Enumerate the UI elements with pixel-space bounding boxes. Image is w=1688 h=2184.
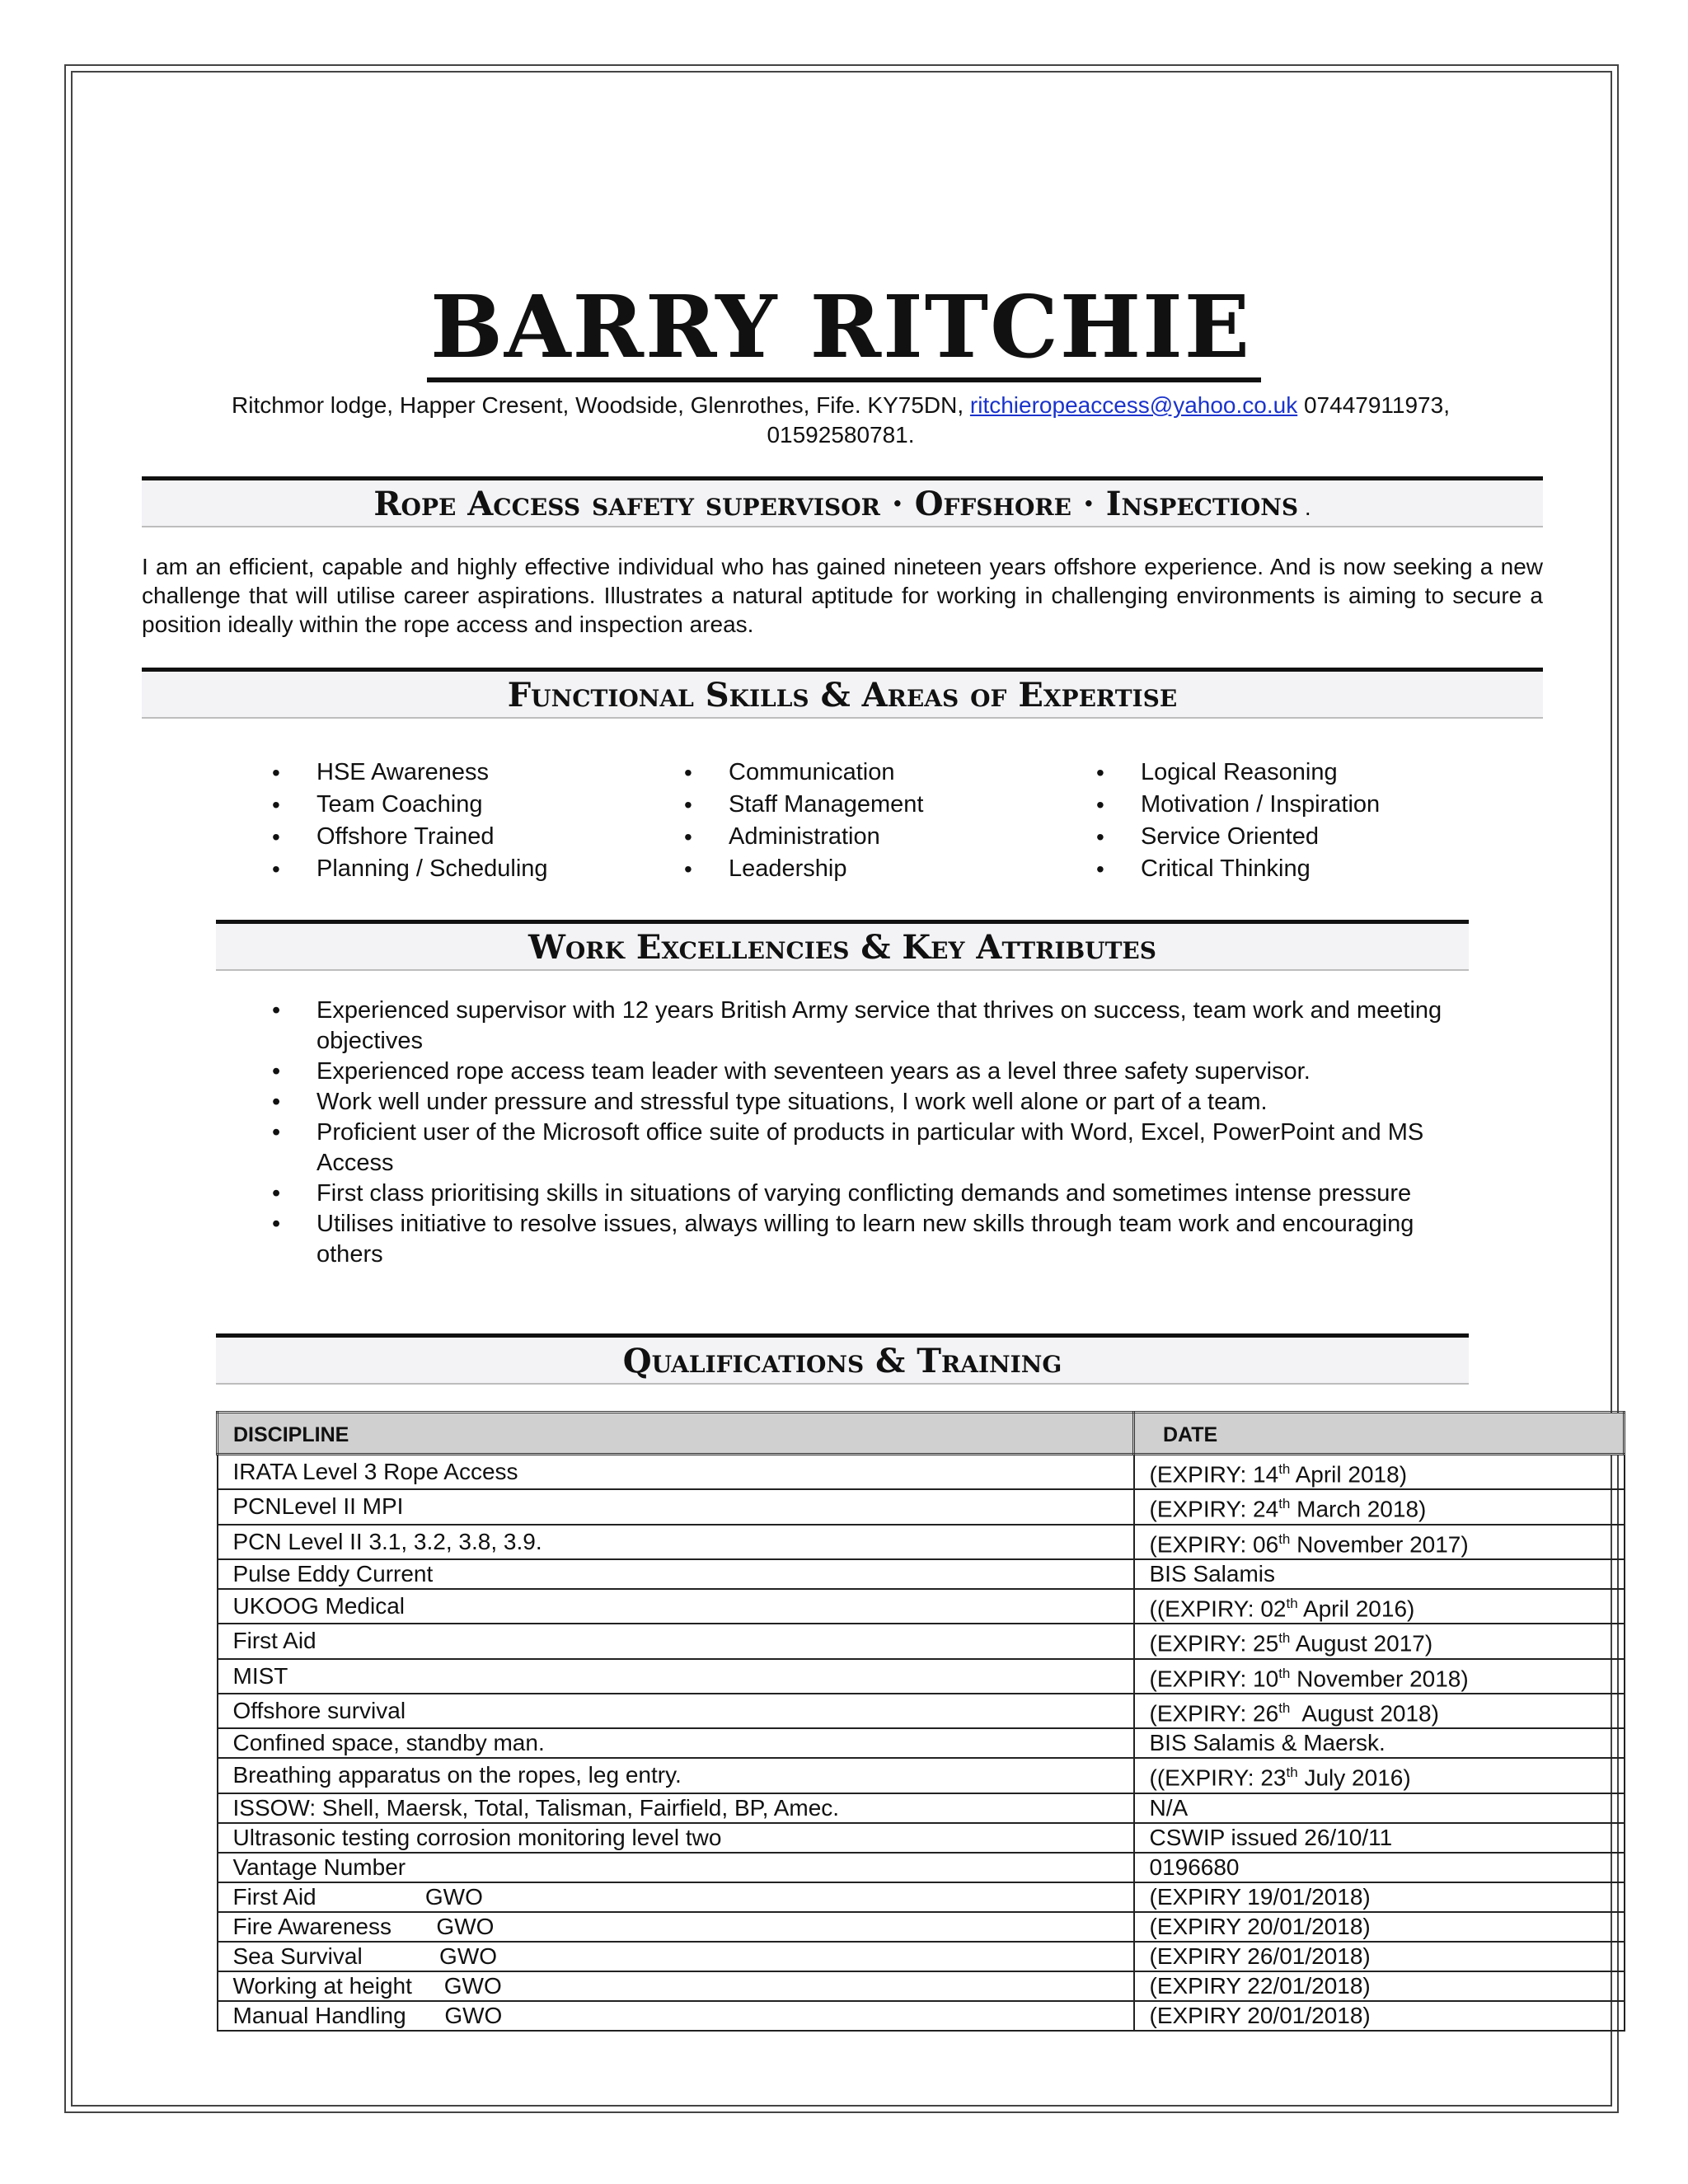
date-text: (EXPIRY 19/01/2018) <box>1149 1883 1371 1910</box>
attributes-heading: Work Excellencies & Key Attributes <box>216 920 1469 971</box>
discipline-cell: PCN Level II 3.1, 3.2, 3.8, 3.9. <box>218 1525 1134 1559</box>
table-row <box>218 1659 1625 1694</box>
list-item: • Staff Management <box>684 789 1096 821</box>
discipline-cell: IRATA Level 3 Rope Access <box>218 1455 1134 1490</box>
date-text-rest: August 2017) <box>1290 1630 1433 1657</box>
date-text-rest: July 2016) <box>1297 1765 1411 1791</box>
list-item: • Utilises initiative to resolve issues, always willing to learn new skills through team work and encouraging others <box>272 1209 1467 1270</box>
date-text: ((EXPIRY: 02 <box>1149 1596 1287 1622</box>
table-row <box>218 1758 1625 1793</box>
contact-details <box>173 391 1508 450</box>
list-item: • Planning / Scheduling <box>272 853 684 885</box>
attributes-list <box>272 996 1467 1270</box>
date-text-rest: March 2018) <box>1290 1496 1427 1522</box>
list-item: • Proficient user of the Microsoft office suite of products in particular with Word, Excel, PowerPoint and MS Access <box>272 1118 1467 1179</box>
date-cell <box>1134 1525 1625 1559</box>
discipline-cell: Fire Awareness GWO <box>218 1912 1134 1942</box>
discipline-cell: Working at height GWO <box>218 1971 1134 2001</box>
table-row <box>218 1823 1625 1853</box>
date-text: ((EXPIRY: 23 <box>1149 1765 1287 1791</box>
date-ordinal: th <box>1286 1595 1298 1611</box>
table-row <box>218 1455 1625 1490</box>
candidate-name-text: BARRY RITCHIE <box>427 276 1261 382</box>
date-text: (EXPIRY 26/01/2018) <box>1149 1943 1371 1969</box>
date-cell <box>1134 1971 1625 2001</box>
date-text-rest: November 2018) <box>1290 1665 1469 1691</box>
column-header-date: DATE <box>1134 1413 1625 1455</box>
date-cell <box>1134 2001 1625 2031</box>
table-row <box>218 1728 1625 1758</box>
address-text: Ritchmor lodge, Happer Cresent, Woodside, Glenrothes, Fife. KY75DN, <box>232 392 964 418</box>
date-text-rest: April 2018) <box>1290 1461 1408 1488</box>
phone-secondary: 01592580781. <box>767 422 915 448</box>
table-row <box>218 1912 1625 1942</box>
date-text-rest: August 2018) <box>1290 1700 1439 1727</box>
table-row <box>218 1853 1625 1882</box>
list-item: • Leadership <box>684 853 1096 885</box>
list-item: • Offshore Trained <box>272 821 684 853</box>
date-cell <box>1134 1489 1625 1524</box>
table-row <box>218 1489 1625 1524</box>
list-item: • Work well under pressure and stressful type situations, I work well alone or part of a team. <box>272 1087 1467 1118</box>
date-cell <box>1134 1882 1625 1912</box>
candidate-name <box>0 276 1688 377</box>
date-cell <box>1134 1912 1625 1942</box>
list-item: • Communication <box>684 757 1096 789</box>
discipline-cell: Vantage Number <box>218 1853 1134 1882</box>
qualifications-heading: Qualifications & Training <box>216 1333 1469 1385</box>
skills-column-2 <box>684 757 1096 885</box>
date-cell <box>1134 1853 1625 1882</box>
date-ordinal: th <box>1278 1665 1291 1681</box>
date-cell <box>1134 1942 1625 1971</box>
date-text-rest: April 2016) <box>1297 1596 1415 1622</box>
date-text: (EXPIRY: 10 <box>1149 1665 1279 1691</box>
skills-column-1 <box>272 757 684 885</box>
discipline-cell: Offshore survival <box>218 1694 1134 1728</box>
skills-column-3 <box>1096 757 1508 885</box>
date-cell <box>1134 1624 1625 1658</box>
skills-list <box>272 757 1508 885</box>
table-row <box>218 2001 1625 2031</box>
table-row <box>218 1559 1625 1589</box>
date-ordinal: th <box>1278 1630 1291 1647</box>
date-cell <box>1134 1758 1625 1793</box>
date-cell <box>1134 1823 1625 1853</box>
date-text: BIS Salamis <box>1149 1560 1275 1586</box>
date-ordinal: th <box>1278 1496 1291 1512</box>
headline-part-1: Rope Access safety supervisor <box>373 485 880 523</box>
date-cell <box>1134 1659 1625 1694</box>
date-cell <box>1134 1589 1625 1624</box>
discipline-cell: Confined space, standby man. <box>218 1728 1134 1758</box>
table-row <box>218 1942 1625 1971</box>
discipline-cell: Ultrasonic testing corrosion monitoring level two <box>218 1823 1134 1853</box>
list-item: • Service Oriented <box>1096 821 1508 853</box>
headline-banner <box>142 476 1543 527</box>
headline-separator-1: · <box>879 485 915 523</box>
date-text-rest: November 2017) <box>1290 1530 1469 1557</box>
list-item: • Experienced rope access team leader with seventeen years as a level three safety supervisor. <box>272 1057 1467 1087</box>
headline-separator-2: · <box>1071 485 1106 523</box>
list-item: • HSE Awareness <box>272 757 684 789</box>
qualifications-table <box>216 1411 1625 2032</box>
discipline-cell: MIST <box>218 1659 1134 1694</box>
date-cell <box>1134 1559 1625 1589</box>
profile-summary: I am an efficient, capable and highly effective individual who has gained nineteen years offshore experience. And is now seeking a new challenge that will utilise career aspirations. Illustrates a natural aptitude for working in challenging environments is aiming to secure a position ideally within the rope access and inspection areas. <box>142 554 1543 637</box>
table-row <box>218 1589 1625 1624</box>
table-row <box>218 1882 1625 1912</box>
date-text: CSWIP issued 26/10/11 <box>1149 1824 1393 1850</box>
date-cell <box>1134 1728 1625 1758</box>
discipline-cell: Breathing apparatus on the ropes, leg entry. <box>218 1758 1134 1793</box>
list-item: • Experienced supervisor with 12 years British Army service that thrives on success, team work and meeting objectives <box>272 996 1467 1057</box>
list-item: • First class prioritising skills in situations of varying conflicting demands and sometimes intense pressure <box>272 1179 1467 1209</box>
date-text: 0196680 <box>1149 1854 1240 1880</box>
table-row <box>218 1694 1625 1728</box>
date-text: (EXPIRY: 25 <box>1149 1630 1279 1657</box>
date-cell <box>1134 1694 1625 1728</box>
phone-primary: 07447911973, <box>1303 392 1450 418</box>
date-text: (EXPIRY: 26 <box>1149 1700 1279 1727</box>
headline-part-3: Inspections <box>1105 485 1299 523</box>
date-text: (EXPIRY: 06 <box>1149 1530 1279 1557</box>
discipline-cell: First Aid GWO <box>218 1882 1134 1912</box>
skills-heading: Functional Skills & Areas of Expertise <box>142 668 1543 719</box>
date-cell <box>1134 1793 1625 1823</box>
list-item: • Motivation / Inspiration <box>1096 789 1508 821</box>
table-header-row <box>218 1413 1625 1455</box>
date-text: N/A <box>1149 1794 1189 1821</box>
headline-trail: . <box>1298 494 1311 520</box>
date-text: BIS Salamis & Maersk. <box>1149 1730 1386 1756</box>
date-text: (EXPIRY 20/01/2018) <box>1149 1913 1371 1939</box>
list-item: • Logical Reasoning <box>1096 757 1508 789</box>
discipline-cell: Sea Survival GWO <box>218 1942 1134 1971</box>
date-ordinal: th <box>1286 1765 1298 1781</box>
date-cell <box>1134 1455 1625 1490</box>
discipline-cell: Manual Handling GWO <box>218 2001 1134 2031</box>
date-text: (EXPIRY 20/01/2018) <box>1149 2002 1371 2028</box>
discipline-cell: Pulse Eddy Current <box>218 1559 1134 1589</box>
date-text: (EXPIRY: 14 <box>1149 1461 1279 1488</box>
date-ordinal: th <box>1278 1461 1291 1477</box>
date-text: (EXPIRY: 24 <box>1149 1496 1279 1522</box>
discipline-cell: First Aid <box>218 1624 1134 1658</box>
email-link[interactable]: ritchieropeaccess@yahoo.co.uk <box>969 392 1298 418</box>
table-row <box>218 1525 1625 1559</box>
headline-part-2: Offshore <box>914 485 1071 523</box>
list-item: • Team Coaching <box>272 789 684 821</box>
table-row <box>218 1971 1625 2001</box>
discipline-cell: UKOOG Medical <box>218 1589 1134 1624</box>
list-item: • Administration <box>684 821 1096 853</box>
qualifications-table-body <box>218 1455 1625 2031</box>
table-row <box>218 1793 1625 1823</box>
discipline-cell: PCNLevel II MPI <box>218 1489 1134 1524</box>
table-row <box>218 1624 1625 1658</box>
column-header-discipline: DISCIPLINE <box>218 1413 1134 1455</box>
date-ordinal: th <box>1278 1699 1291 1716</box>
date-ordinal: th <box>1278 1530 1291 1547</box>
discipline-cell: ISSOW: Shell, Maersk, Total, Talisman, Fairfield, BP, Amec. <box>218 1793 1134 1823</box>
list-item: • Critical Thinking <box>1096 853 1508 885</box>
date-text: (EXPIRY 22/01/2018) <box>1149 1972 1371 1999</box>
